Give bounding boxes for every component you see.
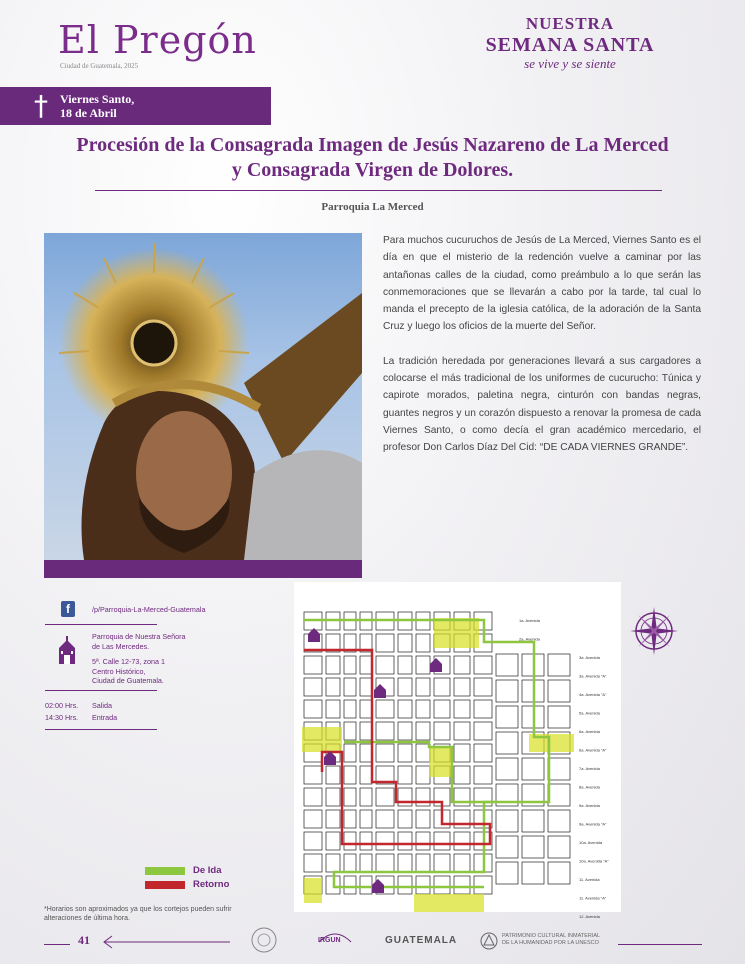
procession-route-map — [294, 582, 621, 919]
city-block — [326, 656, 340, 674]
avenue-label: 7a. Avenida — [579, 766, 600, 771]
address-line: 5ª. Calle 12-73, zona 1 — [92, 657, 165, 666]
city-block — [474, 678, 492, 696]
date-line-2: 18 de Abril — [60, 106, 117, 120]
city-block — [416, 788, 430, 806]
city-block — [398, 700, 412, 718]
city-block — [454, 876, 470, 894]
church-markers — [308, 628, 442, 893]
city-block — [522, 758, 544, 780]
city-block — [398, 832, 412, 850]
city-block — [416, 810, 430, 828]
avenue-label: 5a. Avenida — [579, 710, 600, 716]
city-block — [398, 744, 412, 762]
city-block — [496, 810, 518, 832]
city-block — [454, 678, 470, 696]
compass-rose-icon — [628, 605, 680, 657]
body-paragraph-2: La tradición heredada por generaciones llevará a sus cargadores a colocarse el más tradicional de los uniformes de cucurucho: Túnica y capirote morados, paletina negra, cinturón con bandas negras, guantes negros y un corazón dispuesto a renovar la promesa de cada Viernes Santo, o como decía el gran académico mercedario, el profesor Don Carlos Díaz Del Cid: “DE CADA VIERNES GRANDE”. — [383, 355, 701, 454]
jesus-nazareno-photo — [44, 233, 362, 560]
city-block — [344, 854, 356, 872]
schedule — [45, 700, 117, 724]
park — [429, 747, 451, 777]
city-block — [344, 810, 356, 828]
city-block — [416, 634, 430, 652]
city-block — [454, 700, 470, 718]
avenue-labels — [519, 618, 609, 919]
city-block — [344, 744, 356, 762]
park — [302, 727, 342, 752]
city-block — [548, 654, 570, 676]
city-block — [326, 810, 340, 828]
city-block — [548, 862, 570, 884]
city-block — [360, 810, 372, 828]
avenue-label: 1a. Avenida — [519, 618, 540, 623]
city-block — [360, 788, 372, 806]
unesco-text — [502, 933, 600, 947]
avenue-label: 9a. Avenida — [579, 803, 600, 808]
city-block — [304, 656, 322, 674]
city-block — [454, 832, 470, 850]
city-block — [434, 722, 450, 740]
avenue-label: 10a. Avenida — [579, 840, 603, 845]
legend-item-retorno — [145, 878, 229, 891]
city-block — [416, 766, 430, 784]
city-block — [304, 678, 322, 696]
city-block — [376, 744, 394, 762]
date-line-1: Viernes Santo, — [60, 92, 135, 106]
legend-swatch-retorno — [145, 881, 185, 889]
church-icon — [56, 636, 78, 666]
legend-label-retorno: Retorno — [193, 879, 230, 890]
city-block — [376, 854, 394, 872]
legend-swatch-ida — [145, 867, 185, 875]
city-block — [496, 836, 518, 858]
footer-rule-right — [618, 944, 702, 945]
park — [304, 878, 322, 903]
city-block — [416, 656, 430, 674]
avenue-label: 4a. Avenida "A" — [579, 692, 607, 697]
brand-line-3: se vive y se siente — [524, 56, 616, 71]
city-block — [474, 656, 492, 674]
city-block — [360, 656, 372, 674]
city-block — [496, 862, 518, 884]
city-block — [434, 854, 450, 872]
city-block — [326, 766, 340, 784]
avenue-label: 6a. Avenida — [579, 729, 600, 734]
brand-line-1: NUESTRA — [525, 14, 615, 33]
city-block — [548, 810, 570, 832]
avenue-label: 8a. Avenida — [579, 784, 600, 790]
schedule-label: Entrada — [92, 713, 118, 722]
city-block — [416, 832, 430, 850]
city-block — [454, 722, 470, 740]
city-block — [376, 832, 394, 850]
city-block — [360, 700, 372, 718]
info-divider-1 — [45, 624, 157, 625]
city-block — [474, 766, 492, 784]
city-block — [360, 744, 372, 762]
city-block — [416, 876, 430, 894]
city-block — [326, 678, 340, 696]
city-block — [344, 678, 356, 696]
city-block — [376, 722, 394, 740]
schedule-note: *Horarios son aproximados ya que los cortejos pueden sufrir alteraciones de última hora. — [44, 906, 232, 922]
schedule-time: 14:30 Hrs. — [45, 713, 79, 722]
avenue-label: 3a. Avenida — [579, 655, 600, 660]
facebook-icon[interactable]: f — [61, 601, 75, 617]
city-block — [360, 722, 372, 740]
city-block — [434, 700, 450, 718]
city-block — [360, 678, 372, 696]
park — [414, 894, 484, 912]
city-block — [454, 854, 470, 872]
seal-logo — [250, 926, 278, 954]
city-block — [344, 700, 356, 718]
page-number: 41 — [78, 933, 90, 947]
city-block — [416, 854, 430, 872]
address-line: Centro Histórico, — [92, 666, 146, 676]
city-block — [304, 832, 322, 850]
city-block — [434, 678, 450, 696]
city-block — [548, 758, 570, 780]
masthead-subtitle: Ciudad de Guatemala, 2025 — [60, 62, 139, 70]
city-block — [496, 758, 518, 780]
city-block — [326, 832, 340, 850]
guatemala-logo: GUATEMALA — [385, 935, 458, 946]
avenue-label: 11. Avenida "A" — [579, 895, 607, 901]
city-block — [376, 788, 394, 806]
city-block — [344, 722, 356, 740]
city-block — [304, 854, 322, 872]
city-block — [548, 784, 570, 806]
city-block — [326, 700, 340, 718]
city-block — [344, 788, 356, 806]
city-block — [398, 810, 412, 828]
city-block — [522, 836, 544, 858]
legend-item-ida — [145, 864, 229, 877]
city-block — [398, 656, 412, 674]
unesco-line-1: PATRIMONIO CULTURAL INMATERIAL — [502, 933, 601, 939]
city-block — [496, 680, 518, 702]
article-headline: Procesión de la Consagrada Imagen de Jesús Nazareno de La Merced y Consagrada Virgen de Dolores. — [76, 134, 669, 181]
city-block — [454, 788, 470, 806]
city-block — [304, 788, 322, 806]
city-block — [398, 722, 412, 740]
masthead-title: El Pregón — [58, 18, 257, 62]
city-block — [344, 876, 356, 894]
legend-label-ida: De Ida — [193, 865, 222, 876]
avenue-label: 10a. Avenida "A" — [579, 858, 609, 864]
city-block — [376, 810, 394, 828]
schedule-time: 02:00 Hrs. — [45, 701, 79, 710]
route-ida — [344, 742, 494, 802]
city-block — [398, 788, 412, 806]
city-block — [416, 678, 430, 696]
city-block — [398, 876, 412, 894]
city-block — [344, 832, 356, 850]
info-divider-2 — [45, 690, 157, 691]
city-block — [434, 832, 450, 850]
unesco-icon — [480, 932, 498, 950]
headline-divider — [95, 190, 662, 191]
city-block — [522, 862, 544, 884]
city-block — [416, 700, 430, 718]
city-block — [454, 744, 470, 762]
city-block — [496, 732, 518, 754]
city-block — [360, 876, 372, 894]
city-block — [398, 634, 412, 652]
city-block — [360, 854, 372, 872]
city-block — [326, 788, 340, 806]
city-block — [376, 634, 394, 652]
city-block — [344, 656, 356, 674]
avenue-label: 12. Avenida — [579, 914, 600, 919]
avenue-label: 9a. Avenida "A" — [579, 821, 607, 827]
avenue-label: 6a. Avenida "A" — [579, 747, 607, 753]
city-block — [548, 680, 570, 702]
city-block — [474, 722, 492, 740]
city-block — [434, 876, 450, 894]
city-block — [376, 700, 394, 718]
city-block — [344, 766, 356, 784]
schedule-label: Salida — [92, 701, 112, 710]
cross-icon: † — [34, 89, 48, 122]
city-block — [454, 656, 470, 674]
city-block — [496, 706, 518, 728]
city-block — [360, 766, 372, 784]
city-block — [548, 706, 570, 728]
city-block — [496, 654, 518, 676]
city-block — [454, 766, 470, 784]
photo-caption-bar — [44, 560, 362, 578]
city-block — [454, 810, 470, 828]
city-block — [474, 700, 492, 718]
avenue-label: 11. Avenida — [579, 877, 600, 882]
city-block — [398, 854, 412, 872]
city-block — [474, 876, 492, 894]
unesco-line-2: DE LA HUMANIDAD POR LA UNESCO — [502, 940, 599, 946]
city-block — [548, 836, 570, 858]
body-paragraph-1: Para muchos cucuruchos de Jesús de La Merced, Viernes Santo es el día en que el misterio de la redención vuelve a caminar por las antañonas calles de la ciudad, como preámbulo a lo que serán las conmemoraciones que se llevarán a cabo por la tarde, tal cual lo manda el precepto de la iglesia católica, de la adoración de la Santa Cruz y luego los oficios de la muerte del Señor. — [383, 235, 701, 333]
address-line: Parroquia de Nuestra Señora — [92, 632, 186, 641]
irgun-logo-text: IRGUN — [318, 937, 341, 944]
photo-illustration — [44, 233, 362, 560]
city-block — [398, 766, 412, 784]
footer-arrow-line — [102, 934, 232, 950]
schedule-row — [45, 712, 117, 724]
facebook-link[interactable]: /p/Parroquia-La-Merced-Guatemala — [92, 605, 206, 614]
brand-line-2: SEMANA SANTA — [485, 34, 655, 56]
info-divider-3 — [45, 729, 157, 730]
city-block — [304, 810, 322, 828]
article-body — [383, 232, 701, 474]
date-banner — [0, 87, 271, 125]
schedule-row — [45, 700, 117, 712]
brand-logo — [465, 14, 675, 72]
city-block — [416, 722, 430, 740]
address-line: Ciudad de Guatemala. — [92, 676, 164, 685]
park — [434, 618, 479, 648]
city-block — [376, 656, 394, 674]
avenue-label: 2a. Avenida — [519, 636, 540, 642]
route-map-svg — [294, 582, 621, 919]
church-address — [92, 632, 186, 686]
city-block — [398, 678, 412, 696]
parish-name: Parroquia La Merced — [321, 201, 424, 213]
avenue-label: 3a. Avenida "A" — [579, 673, 607, 679]
city-block — [360, 832, 372, 850]
route-legend — [145, 864, 229, 892]
city-block — [326, 854, 340, 872]
footer-rule-left — [44, 944, 70, 945]
city-block — [474, 744, 492, 762]
city-block — [304, 700, 322, 718]
city-block — [304, 766, 322, 784]
city-block — [522, 810, 544, 832]
address-line: de Las Mercedes. — [92, 641, 150, 651]
